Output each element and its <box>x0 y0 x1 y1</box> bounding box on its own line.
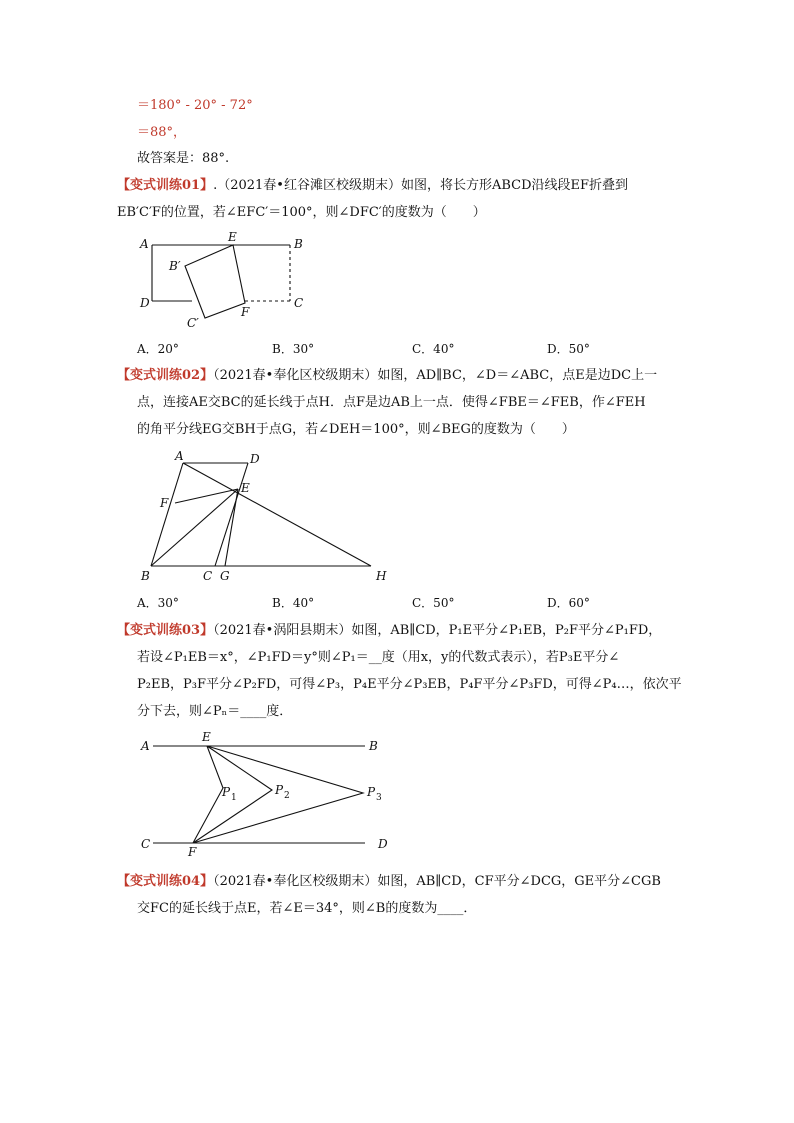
q2-line-3: 的角平分线EG交BH于点G，若∠DEH＝100°，则∠BEG的度数为（ ） <box>137 422 575 437</box>
q4-line-1 <box>117 873 661 891</box>
q3-label-f: F <box>188 845 197 859</box>
q2-option-d[interactable]: D．60° <box>547 596 590 610</box>
q1-text-1: .（2021春•红谷滩区校级期末）如图，将长方形ABCD沿线段EF折叠到 <box>213 178 629 193</box>
q1-label-f: F <box>241 305 250 319</box>
q4-tag: 【变式训练04】 <box>117 874 214 889</box>
q4-text-1: （2021春•奉化区校级期末）如图，AB∥CD，CF平分∠DCG，GE平分∠CGB <box>213 874 661 889</box>
q1-option-c[interactable]: C．40° <box>412 342 455 356</box>
q2-edge-dc <box>215 463 248 566</box>
q2-label-e: E <box>241 481 250 495</box>
q1-label-d: D <box>140 296 150 310</box>
q3-path-p1 <box>193 746 223 843</box>
q2-label-g: G <box>220 569 230 583</box>
q2-tag: 【变式训练02】 <box>117 368 214 383</box>
solution-line-2: ＝88°， <box>137 125 187 140</box>
q3-label-p2: P <box>275 783 284 797</box>
q1-label-b: B <box>294 237 303 251</box>
q3-label-c: C <box>141 837 151 851</box>
q2-label-c: C <box>203 569 213 583</box>
q3-label-p2-sub: 2 <box>284 791 290 801</box>
q1-tag: 【变式训练01】 <box>117 178 214 193</box>
q2-option-a[interactable]: A．30° <box>137 596 179 610</box>
q2-label-f: F <box>160 496 169 510</box>
q3-label-d: D <box>378 837 388 851</box>
q2-label-h: H <box>376 569 387 583</box>
q2-option-b[interactable]: B．40° <box>272 596 315 610</box>
q3-line-3: P₂EB，P₃F平分∠P₂FD，可得∠P₃，P₄E平分∠P₃EB，P₄F平分∠P₃FD，可得∠P₄…，依次平 <box>137 677 682 692</box>
q1-line-1 <box>117 177 628 195</box>
q2-text-1: （2021春•奉化区校级期末）如图，AD∥BC，∠D＝∠ABC，点E是边DC上一 <box>213 368 658 383</box>
solution-answer: 故答案是：88°. <box>137 151 230 166</box>
q2-edge-ab <box>151 463 183 566</box>
q3-line-2: 若设∠P₁EB＝x°，∠P₁FD＝y°则∠P₁＝__度（用x，y的代数式表示），若P₃E平分∠ <box>137 650 620 665</box>
q1-folded-quad <box>185 245 245 318</box>
q3-line-1 <box>117 622 661 640</box>
q2-option-c[interactable]: C．50° <box>412 596 455 610</box>
q2-line-1 <box>117 367 657 385</box>
q2-segment-fe <box>175 489 238 503</box>
q3-tag: 【变式训练03】 <box>117 623 214 638</box>
q3-label-a: A <box>141 739 150 753</box>
q2-segment-ah <box>183 463 371 566</box>
q3-label-p1: P <box>222 785 231 799</box>
q2-figure <box>135 446 400 586</box>
solution-line-1: ＝180° - 20° - 72° <box>137 98 253 113</box>
q1-label-c-prime: C′ <box>187 316 199 330</box>
q1-option-d[interactable]: D．50° <box>547 342 590 356</box>
q4-line-2: 交FC的延长线于点E，若∠E＝34°，则∠B的度数为____． <box>137 901 477 916</box>
q3-label-b: B <box>369 739 378 753</box>
q1-label-a: A <box>140 237 149 251</box>
q1-figure <box>135 228 315 333</box>
q3-label-p3: P <box>367 785 376 799</box>
q1-option-b[interactable]: B．30° <box>272 342 315 356</box>
q2-label-b: B <box>141 569 150 583</box>
q2-label-a: A <box>175 449 184 463</box>
q2-line-2: 点，连接AE交BC的延长线于点H．点F是边AB上一点．使得∠FBE＝∠FEB，作∠FEH <box>137 395 646 410</box>
q3-label-e: E <box>202 730 211 744</box>
q3-figure <box>135 728 395 860</box>
q2-label-d: D <box>250 452 260 466</box>
q1-label-b-prime: B′ <box>169 259 181 273</box>
q3-label-p1-sub: 1 <box>231 793 237 803</box>
q3-label-p3-sub: 3 <box>376 793 382 803</box>
q1-option-a[interactable]: A．20° <box>137 342 179 356</box>
q1-label-e: E <box>228 230 237 244</box>
q3-text-1: （2021春•涡阳县期末）如图，AB∥CD，P₁E平分∠P₁EB，P₂F平分∠P₁FD， <box>213 623 662 638</box>
q3-line-4: 分下去，则∠Pₙ＝____度． <box>137 704 293 719</box>
q1-line-2: EB′C′F的位置，若∠EFC′＝100°，则∠DFC′的度数为（ ） <box>117 205 486 220</box>
q1-label-c: C <box>294 296 304 310</box>
